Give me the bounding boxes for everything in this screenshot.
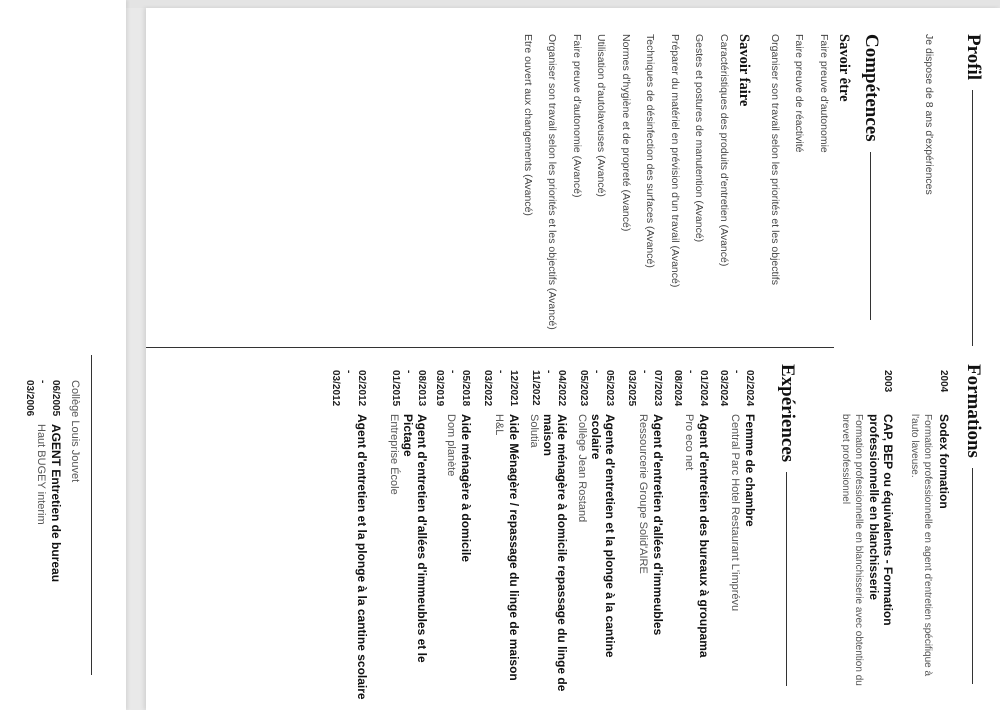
experience-end: 03/2022 [482,370,493,407]
experience-end: 03/2019 [434,370,445,407]
experience-entry [671,370,710,700]
date-separator: - [685,370,696,374]
skill-item: Techniques de désinfection des surfaces (Avancé) [644,34,657,268]
experience-org: Collège Louis Jouvet [69,380,81,483]
experience-dates [527,370,568,414]
experience-end: 03/2024 [718,370,729,407]
experience-end: 05/2023 [578,370,589,407]
heading-rule [871,152,872,320]
experience-title: Aide ménagère à domicile [459,414,473,563]
page-1-content [146,8,1000,710]
profil-heading-text: Profil [963,34,984,81]
experience-start: 05/2018 [460,370,471,407]
experience-org: Central Parc Hotel Restaurant L'imprévu [729,414,742,612]
experience-entry [387,370,428,700]
formation-desc: Formation professionnelle en agent d'entretien spécifique à l'auto laveuse. [909,414,934,677]
page-2 [0,0,126,710]
experience-dates [481,370,520,414]
experience-title: Aide ménagère à domicile repassage du linge de maison [541,414,569,692]
experience-end: 11/2022 [530,370,541,406]
experience-body [23,424,62,700]
experience-dates [387,370,428,414]
experience-title: Agent d'entretien d'allées d'immeubles [651,414,665,636]
experience-entry [23,380,62,700]
experience-end: 01/2015 [390,370,401,407]
experience-end: 03/2012 [330,370,341,407]
experience-body [527,414,568,700]
page-1 [146,8,1000,710]
experience-start: 08/2013 [416,370,427,407]
experience-body [329,414,368,700]
experience-body [671,414,710,700]
experience-end: 03/2025 [626,370,637,407]
experience-entry [717,370,756,700]
experience-org: Ressourcerie Groupe Solid'AIRE [637,414,650,574]
skill-item: Faire preuve d'autonomie (Avancé) [571,34,583,198]
experience-org: Pro eco net [683,414,696,471]
experience-dates [671,370,710,414]
date-separator: - [343,370,354,374]
heading-rule [973,468,974,684]
experience-body [433,414,472,700]
formation-entry [839,370,894,700]
experience-dates [329,370,368,414]
experience-title: Femme de chambre [743,414,757,527]
experience-dates [23,380,62,424]
skill-item: Normes d'hygiène et de propreté (Avancé) [620,34,632,232]
heading-rule [973,90,974,346]
experience-start: 06/2005 [50,380,61,417]
page-2-content [0,0,126,710]
experience-org: Dom planète [445,414,458,477]
experience-end: 03/2006 [24,380,35,417]
skill-item: Caractéristiques des produits d'entretien (Avancé) [718,34,730,267]
date-separator: - [495,370,506,374]
date-separator: - [37,380,48,384]
experience-dates [625,370,664,414]
date-separator: - [403,370,414,374]
experience-entry [575,370,616,700]
skill-item: Utilisation d'autolaveuses (Avancé) [595,34,608,197]
formation-date: 2003 [882,370,893,393]
profil-heading [962,34,984,346]
competences-heading [860,34,882,320]
experience-body [625,414,664,700]
experience-entry [625,370,664,700]
experience-body [481,414,520,700]
formation-body [839,414,894,700]
experience-org: Haut BUGEY interim [35,424,48,525]
savoir-faire-list [510,34,731,334]
experience-entry [329,370,368,700]
experience-body [717,414,756,700]
date-separator: - [591,370,602,374]
profil-text: Je dispose de 8 ans d'expériences [923,34,935,195]
column-divider [146,347,834,348]
experience-start: 04/2022 [556,370,567,407]
experience-dates [575,370,616,414]
date-separator: - [731,370,742,374]
formations-heading [962,364,984,684]
date-separator: - [543,370,554,374]
formation-title: CAP, BEP ou équivalents - Formation professionnelle en blanchisserie [867,414,895,626]
experiences-heading-text: Expériences [777,364,798,463]
skill-item: Faire preuve d'autonomie [818,34,830,153]
experience-org: Solutia [528,414,540,448]
experience-start: 07/2023 [652,370,663,407]
experience-title: Agent d'entretien des bureaux à groupama [697,414,711,658]
experience-title: Agente d'entretien et la plonge à la cantine scolaire [589,414,617,658]
skill-item: Organiser son travail selon les priorités et les objectifs [769,34,781,285]
savoir-faire-heading: Savoir faire [736,34,752,107]
divider [91,355,92,675]
experience-org: Entreprise École [388,414,400,495]
experience-org: Collège Jean Rostand [576,414,588,523]
experience-start: 05/2023 [604,370,615,407]
experience-dates [717,370,756,414]
formation-date: 2004 [938,370,949,393]
skill-item: Organiser son travail selon les priorités et les objectifs (Avancé) [546,34,559,330]
viewer-backdrop [0,0,1000,8]
skill-item: Gestes et postures de manutention (Avancé) [693,34,706,243]
experience-entry [481,370,520,700]
experience-title: Aide Ménagère / repassage du linge de maison [507,414,521,681]
date-separator: - [639,370,650,374]
experience-body [387,414,428,700]
skill-item: Faire preuve de réactivité [793,34,806,153]
experience-start: 02/2024 [744,370,755,407]
experience-start: 01/2024 [698,370,709,407]
savoir-etre-heading: Savoir être [836,34,852,102]
formation-title: Sodex formation [937,414,951,509]
skill-item: Etre ouvert aux changements (Avancé) [522,34,534,216]
experiences-heading [776,364,798,686]
formation-body [909,414,951,700]
formation-desc: Formation professionnelle en blanchisserie avec obtention du brevet professionnel [840,414,864,686]
experience-start: 12/2021 [508,370,519,407]
date-separator: - [447,370,458,374]
experience-title: Agent d'entretien d'allées d'immeubles et le Pictage [401,414,429,663]
experience-entry [433,370,472,700]
experience-dates [433,370,472,414]
formations-heading-text: Formations [963,364,984,458]
experience-title: AGENT Entretien de bureau [49,424,63,583]
experience-body [575,414,616,700]
experience-org: H&L [493,414,506,436]
savoir-etre-list [757,34,831,334]
formation-entry [909,370,951,700]
experience-title: Agent d'entretien et la plonge à la cantine scolaire [355,414,369,700]
experience-entry [527,370,568,700]
skill-item: Préparer du matériel en prévision d'un travail (Avancé) [669,34,681,288]
experience-end: 08/2024 [672,370,683,407]
experience-start: 02/2012 [356,370,367,407]
competences-heading-text: Compétences [861,34,882,142]
heading-rule [787,472,788,686]
